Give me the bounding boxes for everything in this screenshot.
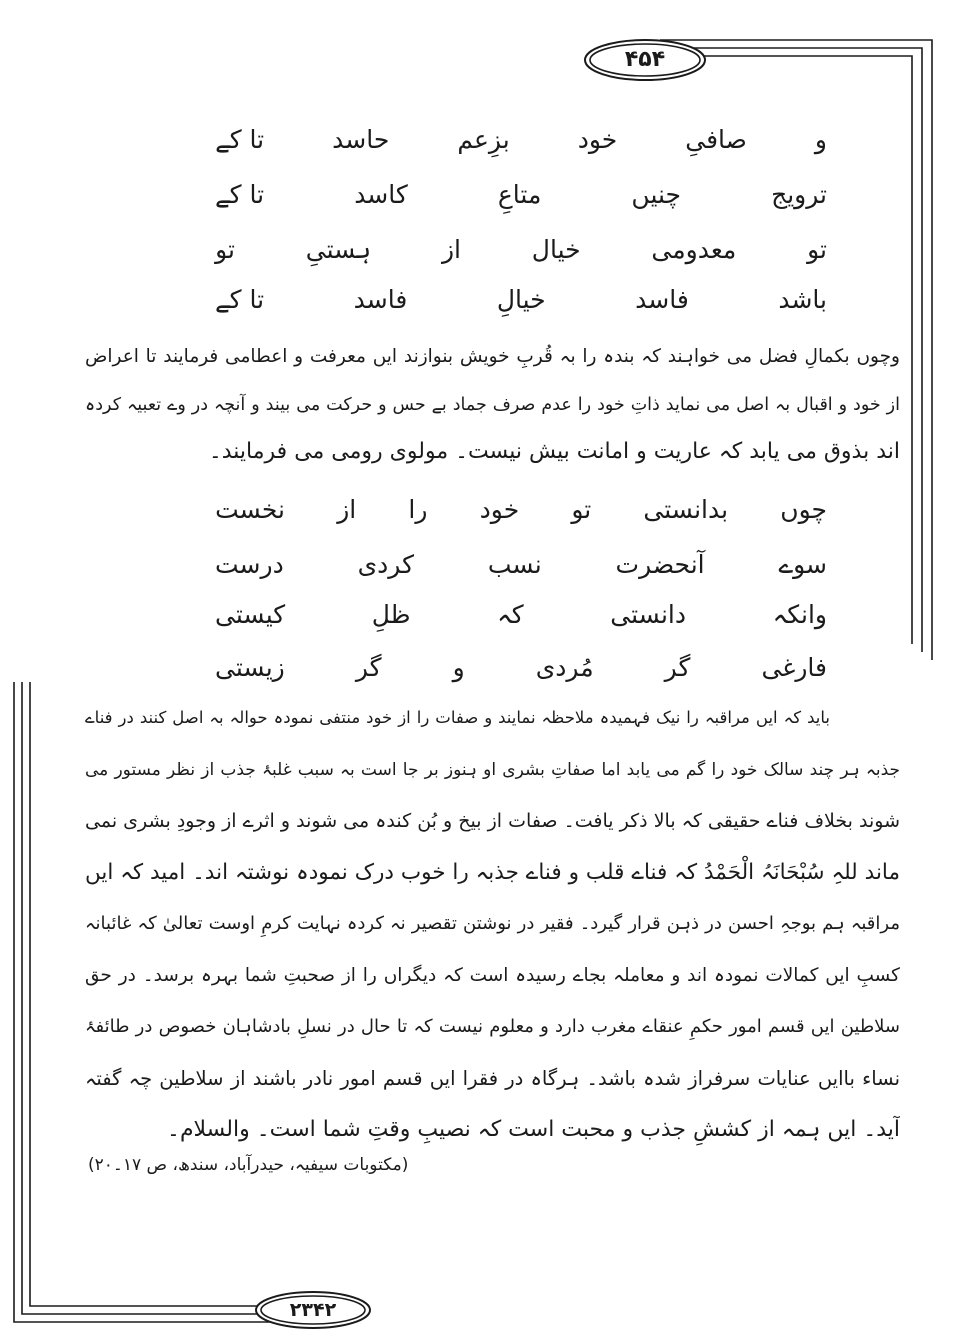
verse-word: نسب [487, 550, 542, 579]
verse-word: کیستی [215, 600, 286, 629]
verse-word: ظلِ [371, 600, 411, 629]
verse [215, 114, 827, 166]
verse-word: زیستی [215, 653, 285, 682]
verse-word: فارغی [761, 653, 827, 682]
verse-word: کاسد [354, 180, 408, 209]
verse-word: وانکہ [772, 600, 827, 629]
verse-word: فاسد [353, 285, 408, 314]
verse-word: حاسد [332, 125, 390, 154]
source-citation: (مکتوبات سیفیہ، حیدرآباد، سندھ، ص ۱۷۔۲۰) [88, 1155, 409, 1175]
paragraph-line: وچوں بکمالِ فضل می خواہند کہ بندہ را بہ قُربِ خویش بنوازند ایں معرفت و اعطامی فرمایند تا اعراض [85, 346, 900, 367]
paragraph-line: شوند بخلاف فناے حقیقی کہ بالا ذکر یافت۔ صفات از بیخ و بُن کندہ می شوند و اثرے از وجودِ بشری نمی [85, 810, 900, 832]
verse [215, 484, 827, 536]
paragraph-line: مراقبہ ہم بوجہِ احسن در ذہن قرار گیرد۔ فقیر در نوشتن تقصیر نہ کردہ نہایت کرمِ اوست تعالیٰ کہ غائبانہ [85, 913, 900, 934]
verse-word: کہ [497, 600, 524, 629]
verse-word: و [814, 125, 827, 154]
verse-word: صافیِ [685, 125, 747, 154]
verse-word: مُردی [535, 653, 594, 682]
verse-word: چنیں [631, 180, 681, 209]
verse-word: تا کے [215, 125, 265, 154]
verse-word: سوے [778, 550, 827, 579]
verse [215, 274, 827, 326]
verse-word: خیالِ [496, 285, 546, 314]
paragraph-line: ماند للہِ سُبْحَانَہُ الْحَمْدُ کہ فناے قلب و فناے جذبہ را خوب درک نمودہ نوشتہ اند۔ امید کہ ایں [85, 860, 900, 885]
verse-word: درست [215, 550, 284, 579]
verse [215, 169, 827, 221]
verse [215, 539, 827, 591]
top-page-number: ۴۵۴ [624, 47, 666, 72]
verse-word: بزِعم [457, 125, 510, 154]
verse-word: تو [215, 235, 235, 264]
verse [215, 589, 827, 641]
paragraph-line: سلاطین ایں قسم امور حکمِ عنقاے مغرب دارد و معلوم نیست کہ تا حال در نسلِ بادشاہان خصوص در طائفۂ [85, 1016, 900, 1037]
paragraph-line: باید کہ ایں مراقبہ را نیک فہمیدہ ملاحظہ نمایند و صفات را از خود منتفی نمودہ حوالہ بہ اصل کنند در فناے [85, 708, 830, 727]
verse [215, 224, 827, 276]
verse-word: باشد [778, 285, 827, 314]
verse-word: از [337, 495, 357, 524]
verse-word: چوں [780, 495, 827, 524]
verse-word: گر [355, 653, 382, 682]
bottom-page-number: ۲۳۴۲ [289, 1299, 337, 1321]
verse-word: متاعِ [497, 180, 542, 209]
paragraph-line: جذبہ ہر چند سالک خود را گم می یابد اما صفاتِ بشری او ہنوز بر جا است بہ سبب غلبۂ جذب از نظر مستور می [85, 760, 900, 780]
paragraph-line: اند بذوق می یابد کہ عاریت و امانت بیش نیست۔ مولوی رومی می فرمایند۔ [208, 439, 900, 464]
verse-word: فاسد [635, 285, 689, 314]
verse [215, 642, 827, 694]
verse-word: کردی [357, 550, 414, 579]
verse-word: تا کے [215, 285, 265, 314]
verse-word: خیال [531, 235, 581, 264]
paragraph-line: نساء باایں عنایات سرفراز شدہ باشد۔ ہرگاہ در فقرا ایں قسم امور نادر باشند از سلاطین چہ گفتہ [85, 1067, 900, 1090]
verse-word: ہستیِ [305, 235, 372, 264]
verse-word: ترویج [771, 180, 827, 209]
verse-word: تو [807, 235, 827, 264]
verse-word: معدومی [651, 235, 737, 264]
paragraph-line: آید۔ ایں ہمہ از کششِ جذب و محبت است کہ نصیبِ وقتِ شما است۔ والسلام۔ [167, 1117, 900, 1142]
verse-word: تو [571, 495, 592, 524]
paragraph-line: کسبِ ایں کمالات نمودہ اند و معاملہ بجاے رسیدہ است کہ دیگراں را از صحبتِ شما بہرہ برسد۔ در حق [85, 965, 900, 986]
verse-word: گر [664, 653, 691, 682]
verse-word: تا کے [215, 180, 265, 209]
paragraph-line: از خود و اقبال بہ اصل می نماید ذاتِ خود را عدم صرف جماد بے حس و حرکت می بیند و آنچہ در وے تعبیہ کردہ [85, 395, 900, 415]
verse-word: دانستی [610, 600, 686, 629]
verse-word: خود [577, 125, 618, 154]
verse-word: نخست [215, 495, 286, 524]
verse-word: آنحضرت [615, 550, 705, 579]
verse-word: بدانستی [643, 495, 729, 524]
verse-word: از [441, 235, 461, 264]
verse-word: و [452, 653, 465, 682]
verse-word: را [408, 495, 428, 524]
verse-word: خود [479, 495, 520, 524]
